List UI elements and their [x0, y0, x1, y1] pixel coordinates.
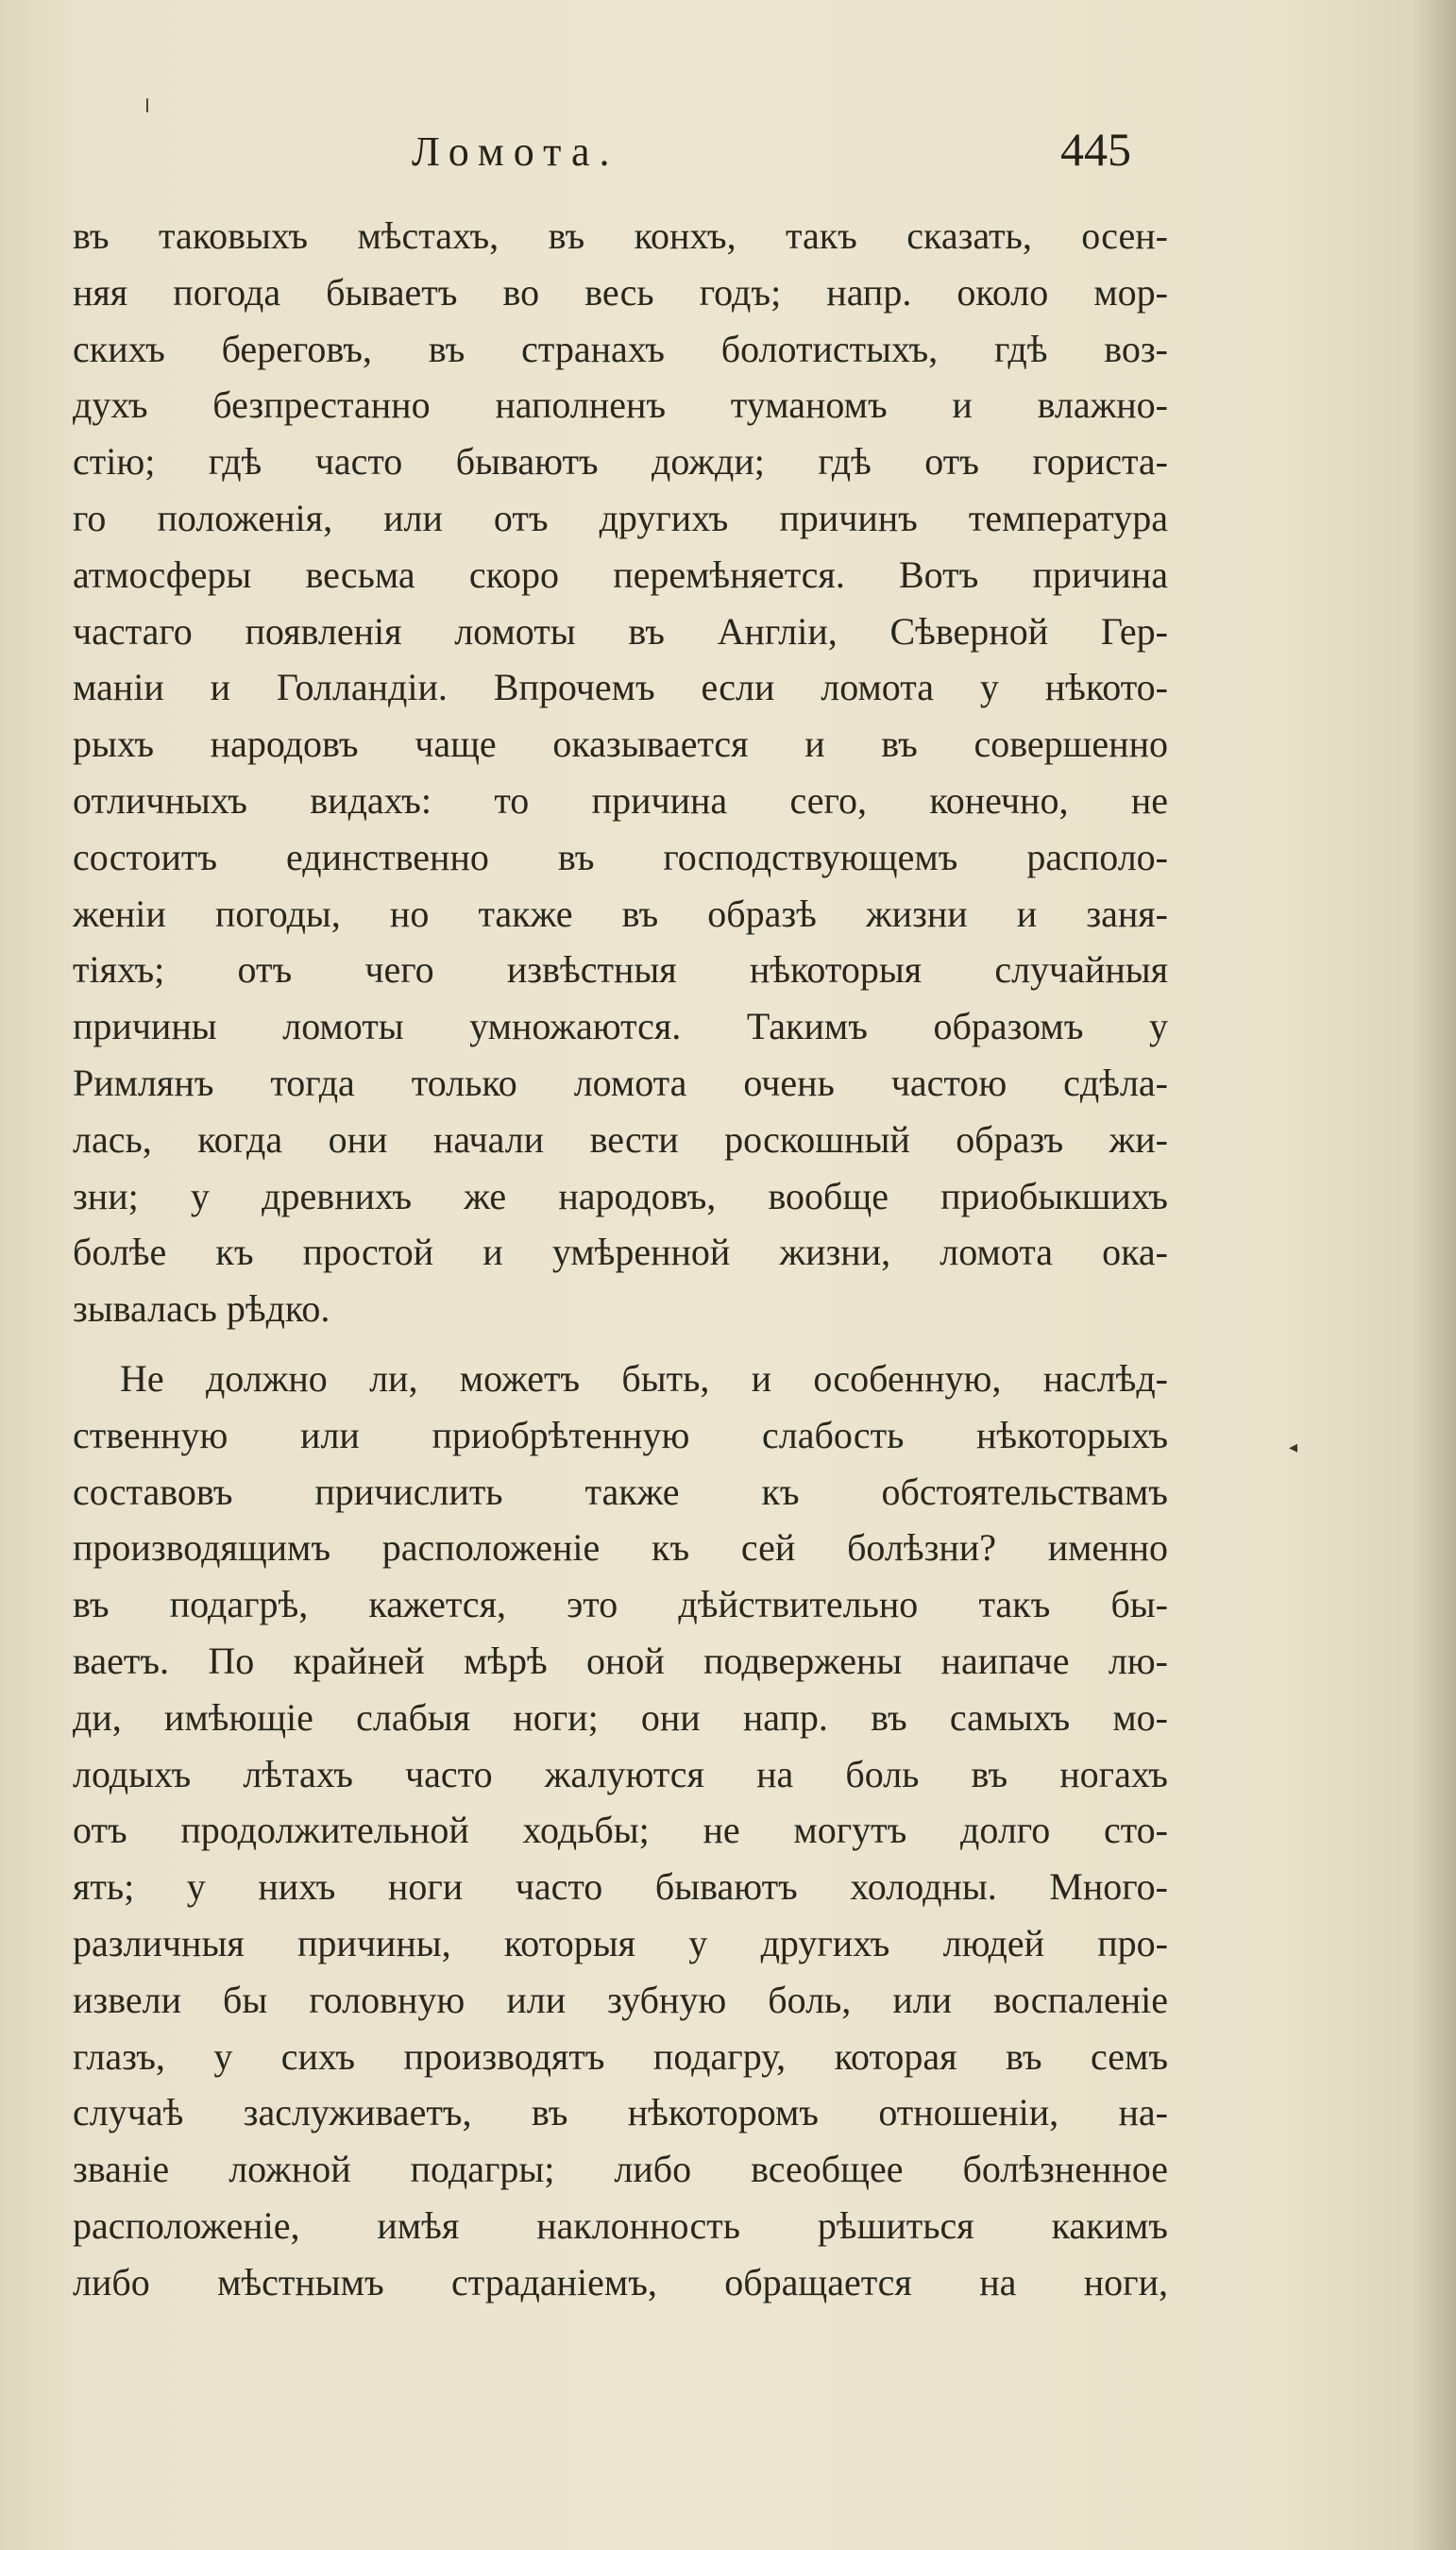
margin-arrow-mark: ◂: [1289, 1437, 1298, 1457]
page-header: [0, 123, 1456, 184]
text-line: ваетъ. По крайней мѣрѣ оной подвержены наипаче лю-: [73, 1639, 1168, 1682]
text-line: лась, когда они начали вести роскошный образъ жи-: [73, 1117, 1168, 1161]
text-line: маніи и Голландіи. Впрочемъ если ломота у нѣкото-: [73, 666, 1168, 709]
text-line: болѣе къ простой и умѣренной жизни, ломота ока-: [73, 1231, 1168, 1274]
text-line: составовъ причислить также къ обстоятельствамъ: [73, 1470, 1168, 1513]
text-line: расположеніе, имѣя наклонность рѣшиться какимъ: [73, 2203, 1168, 2247]
text-line: извели бы головную или зубную боль, или воспаленіе: [73, 1978, 1168, 2021]
text-line: зывалась рѣдко.: [73, 1287, 330, 1331]
paragraph-1: [73, 208, 1168, 1337]
text-line: зни; у древнихъ же народовъ, вообще приобыкшихъ: [73, 1174, 1168, 1217]
text-line: производящимъ расположеніе къ сей болѣзни? именно: [73, 1526, 1168, 1570]
text-line: различныя причины, которыя у другихъ людей про-: [73, 1921, 1168, 1964]
text-line: причины ломоты умножаются. Такимъ образомъ у: [73, 1005, 1168, 1048]
text-line: ять; у нихъ ноги часто бываютъ холодны. Много-: [73, 1865, 1168, 1909]
text-line: частаго появленія ломоты въ Англіи, Сѣверной Гер-: [73, 609, 1168, 653]
text-line: отъ продолжительной ходьбы; не могутъ долго сто-: [73, 1809, 1168, 1852]
text-line: въ подагрѣ, кажется, это дѣйствительно такъ бы-: [73, 1583, 1168, 1626]
text-line: Не должно ли, можетъ быть, и особенную, наслѣд-: [120, 1356, 1168, 1400]
text-line: званіе ложной подагры; либо всеобщее болѣзненное: [73, 2148, 1168, 2191]
text-line: стію; гдѣ часто бываютъ дожди; гдѣ отъ гориста-: [73, 440, 1168, 484]
ink-speck: ׀: [144, 93, 150, 115]
text-line: отличныхъ видахъ: то причина сего, конечно, не: [73, 778, 1168, 822]
text-line: тіяхъ; отъ чего извѣстныя нѣкоторыя случайныя: [73, 948, 1168, 992]
running-title: Ломота.: [412, 128, 619, 175]
paragraph-gap: [73, 1337, 1168, 1351]
text-line: въ таковыхъ мѣстахъ, въ конхъ, такъ сказать, осен-: [73, 214, 1168, 257]
text-line: случаѣ заслуживаетъ, въ нѣкоторомъ отношеніи, на-: [73, 2091, 1168, 2134]
text-line: го положенія, или отъ другихъ причинъ температура: [73, 496, 1168, 539]
text-line: няя погода бываетъ во весь годъ; напр. около мор-: [73, 270, 1168, 314]
text-line: лодыхъ лѣтахъ часто жалуются на боль въ ногахъ: [73, 1752, 1168, 1795]
paragraph-2: [73, 1351, 1168, 2311]
text-line: ственную или приобрѣтенную слабость нѣкоторыхъ: [73, 1413, 1168, 1456]
text-line: ди, имѣющіе слабыя ноги; они напр. въ самыхъ мо-: [73, 1695, 1168, 1739]
text-line: рыхъ народовъ чаще оказывается и въ совершенно: [73, 722, 1168, 766]
text-line: Римлянъ тогда только ломота очень частою сдѣла-: [73, 1061, 1168, 1104]
text-line: атмосферы весьма скоро перемѣняется. Вотъ причина: [73, 552, 1168, 596]
text-line: состоитъ единственно въ господствующемъ располо-: [73, 835, 1168, 878]
text-line: скихъ береговъ, въ странахъ болотистыхъ, гдѣ воз-: [73, 327, 1168, 370]
text-line: глазъ, у сихъ производятъ подагру, которая въ семъ: [73, 2034, 1168, 2078]
text-line: либо мѣстнымъ страданіемъ, обращается на ноги,: [73, 2260, 1168, 2304]
body-text: [73, 208, 1168, 2310]
text-line: женіи погоды, но также въ образѣ жизни и заня-: [73, 892, 1168, 935]
page-number: 445: [1060, 123, 1131, 176]
text-line: духъ безпрестанно наполненъ туманомъ и влажно-: [73, 383, 1168, 427]
